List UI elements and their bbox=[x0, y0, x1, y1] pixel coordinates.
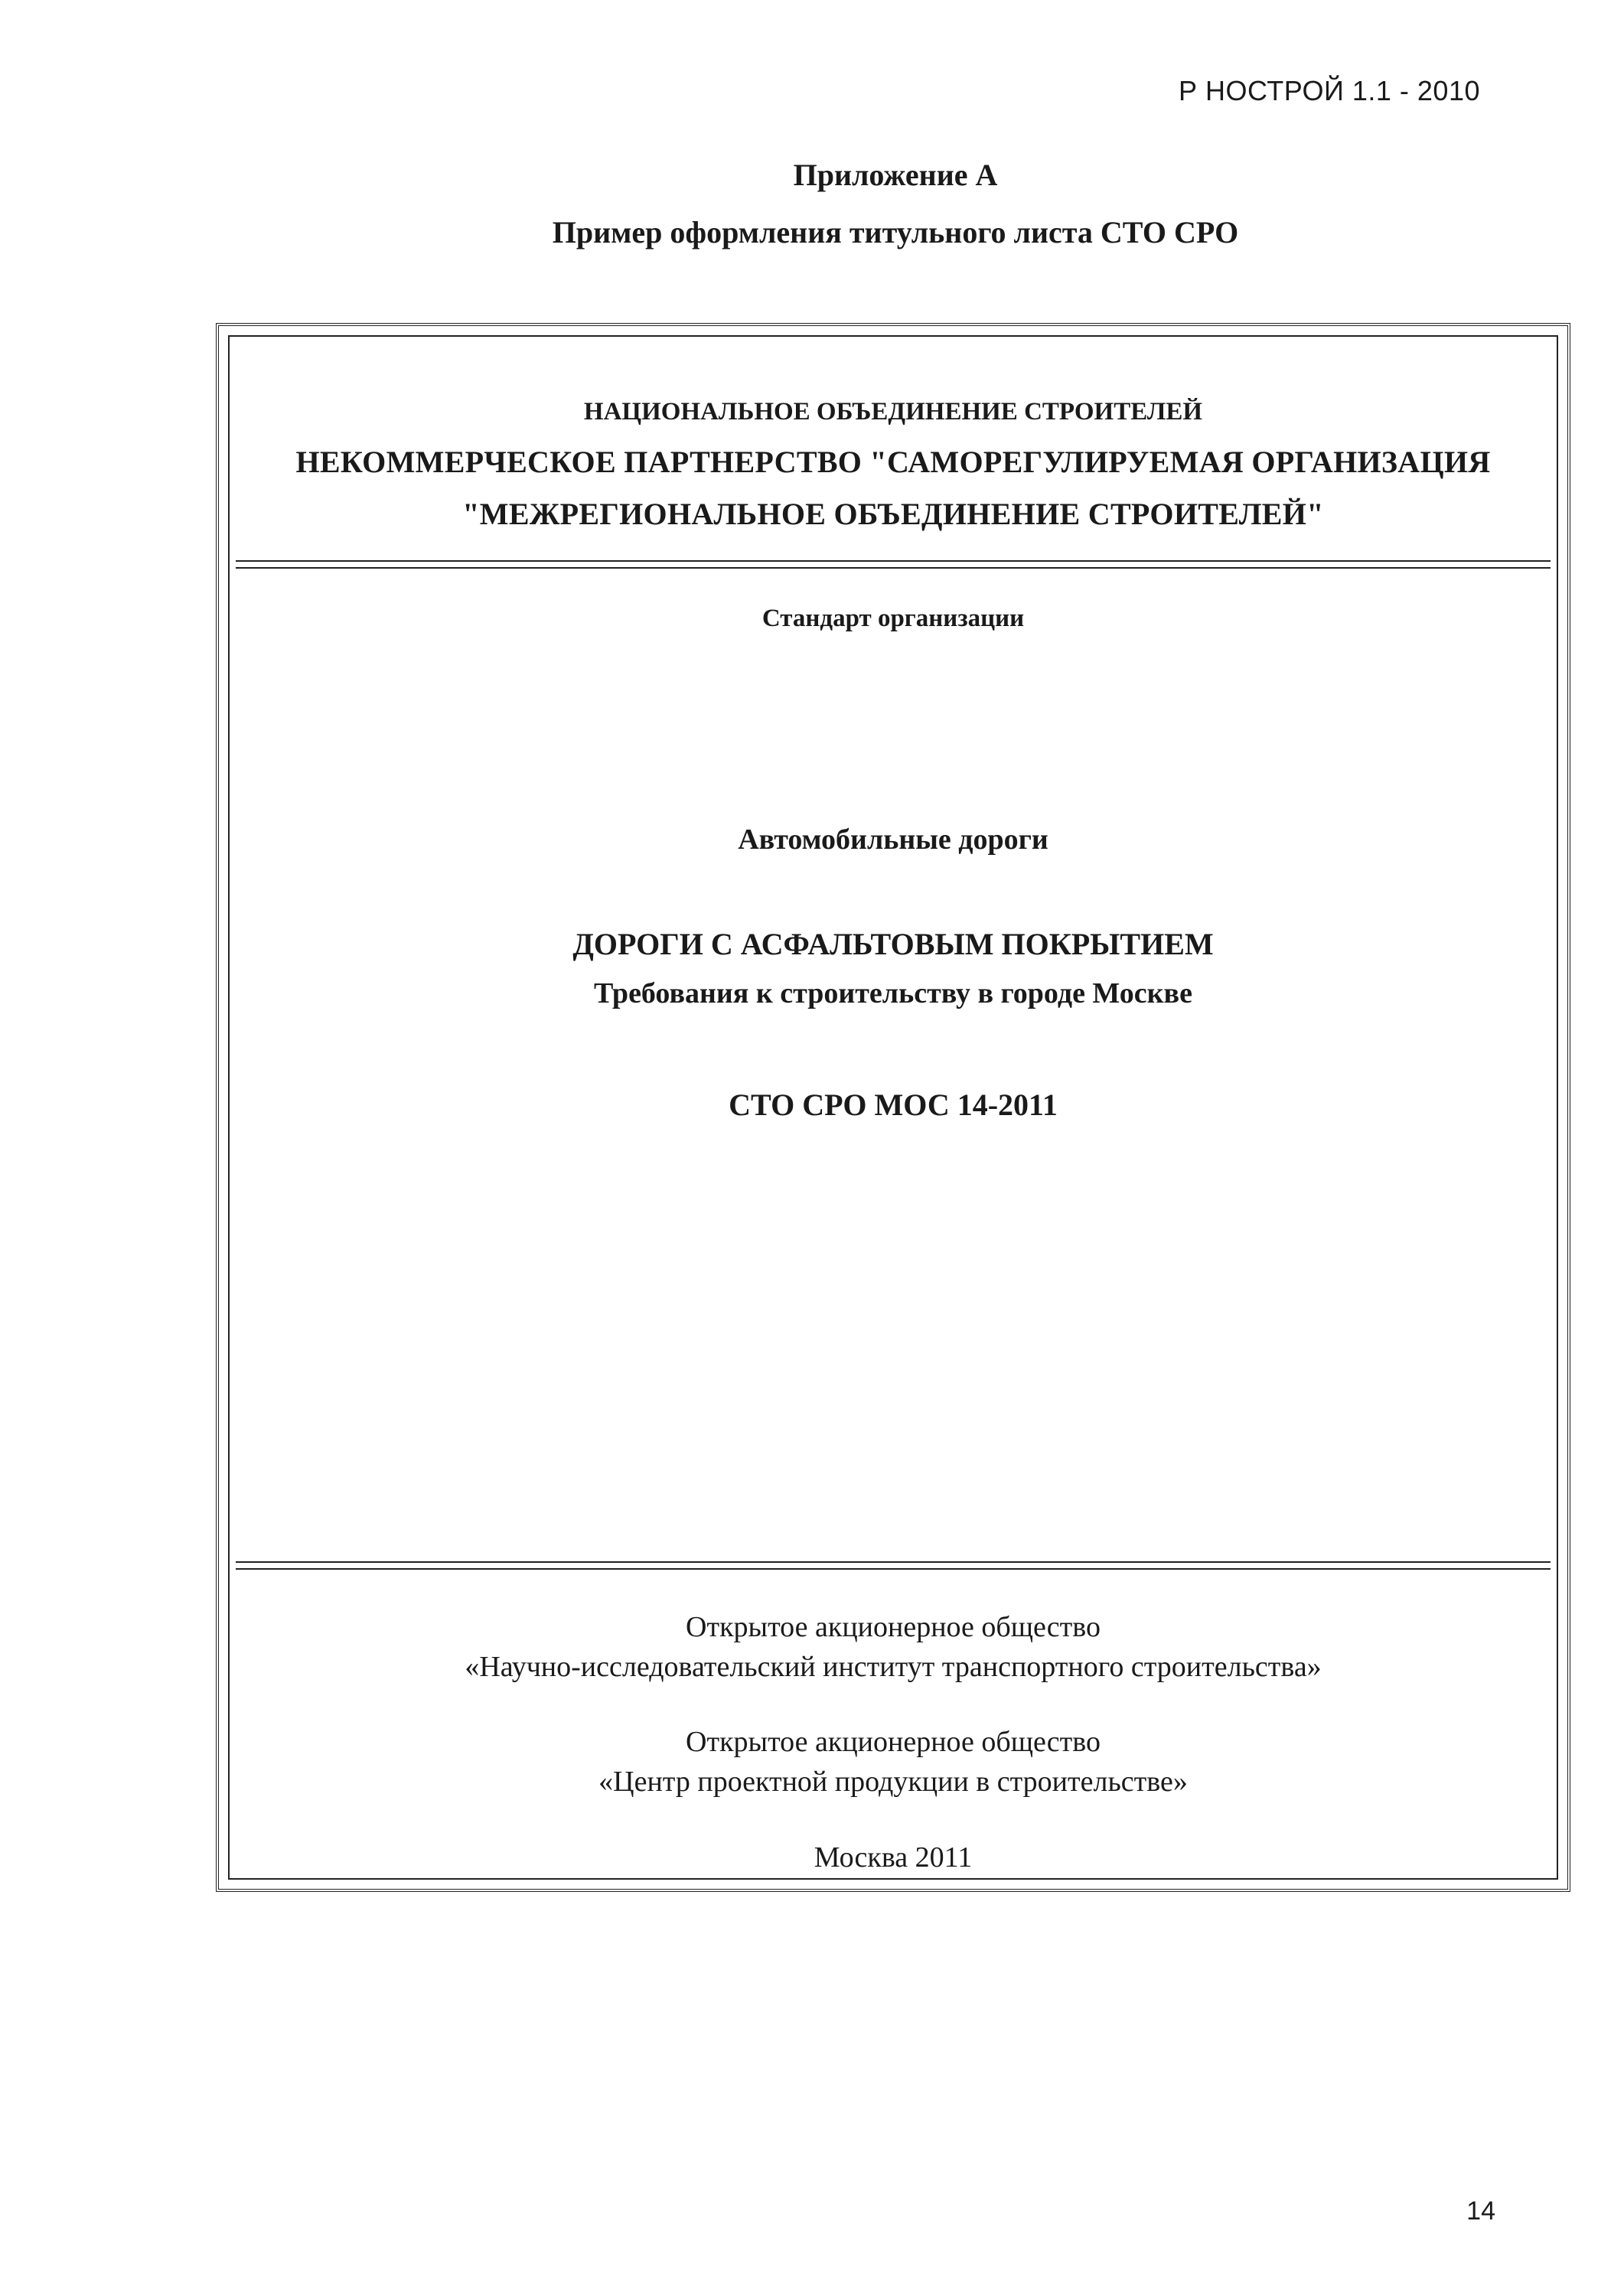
developer-org-type: Открытое акционерное общество bbox=[686, 1726, 1101, 1758]
document-number: СТО СРО МОС 14-2011 bbox=[729, 1088, 1058, 1122]
standard-label: Стандарт организации bbox=[761, 605, 1025, 632]
document-title: ДОРОГИ С АСФАЛЬТОВЫМ ПОКРЫТИЕМ bbox=[572, 927, 1214, 961]
page-number: 14 bbox=[1466, 2197, 1495, 2226]
appendix-subtitle: Пример оформления титульного листа СТО СРО bbox=[552, 215, 1239, 249]
city-year: Москва 2011 bbox=[814, 1841, 973, 1874]
title-sheet-inner-border bbox=[228, 335, 1558, 1880]
developer-organization bbox=[230, 1607, 1557, 1687]
org-name: "МЕЖРЕГИОНАЛЬНОЕ ОБЪЕДИНЕНИЕ СТРОИТЕЛЕЙ" bbox=[462, 497, 1324, 531]
developer-org-type: Открытое акционерное общество bbox=[686, 1611, 1101, 1643]
footer-divider bbox=[236, 1561, 1551, 1570]
org-partnership: НЕКОММЕРЧЕСКОЕ ПАРТНЕРСТВО "САМОРЕГУЛИРУЕМАЯ ОРГАНИЗАЦИЯ bbox=[295, 445, 1491, 479]
developer-org-name: «Центр проектной продукции в строительстве» bbox=[598, 1766, 1188, 1798]
header-divider bbox=[236, 560, 1551, 569]
document-subtitle: Требования к строительству в городе Москве bbox=[594, 977, 1192, 1009]
document-code: Р НОСТРОЙ 1.1 - 2010 bbox=[1178, 75, 1480, 106]
developer-org-name: «Научно-исследовательский институт транспортного строительства» bbox=[465, 1651, 1322, 1683]
developer-organization bbox=[230, 1722, 1557, 1802]
topic-heading: Автомобильные дороги bbox=[738, 823, 1048, 856]
org-national-association: НАЦИОНАЛЬНОЕ ОБЪЕДИНЕНИЕ СТРОИТЕЛЕЙ bbox=[583, 398, 1203, 426]
title-sheet-frame bbox=[216, 323, 1570, 1892]
appendix-title: Приложение А bbox=[793, 158, 998, 192]
